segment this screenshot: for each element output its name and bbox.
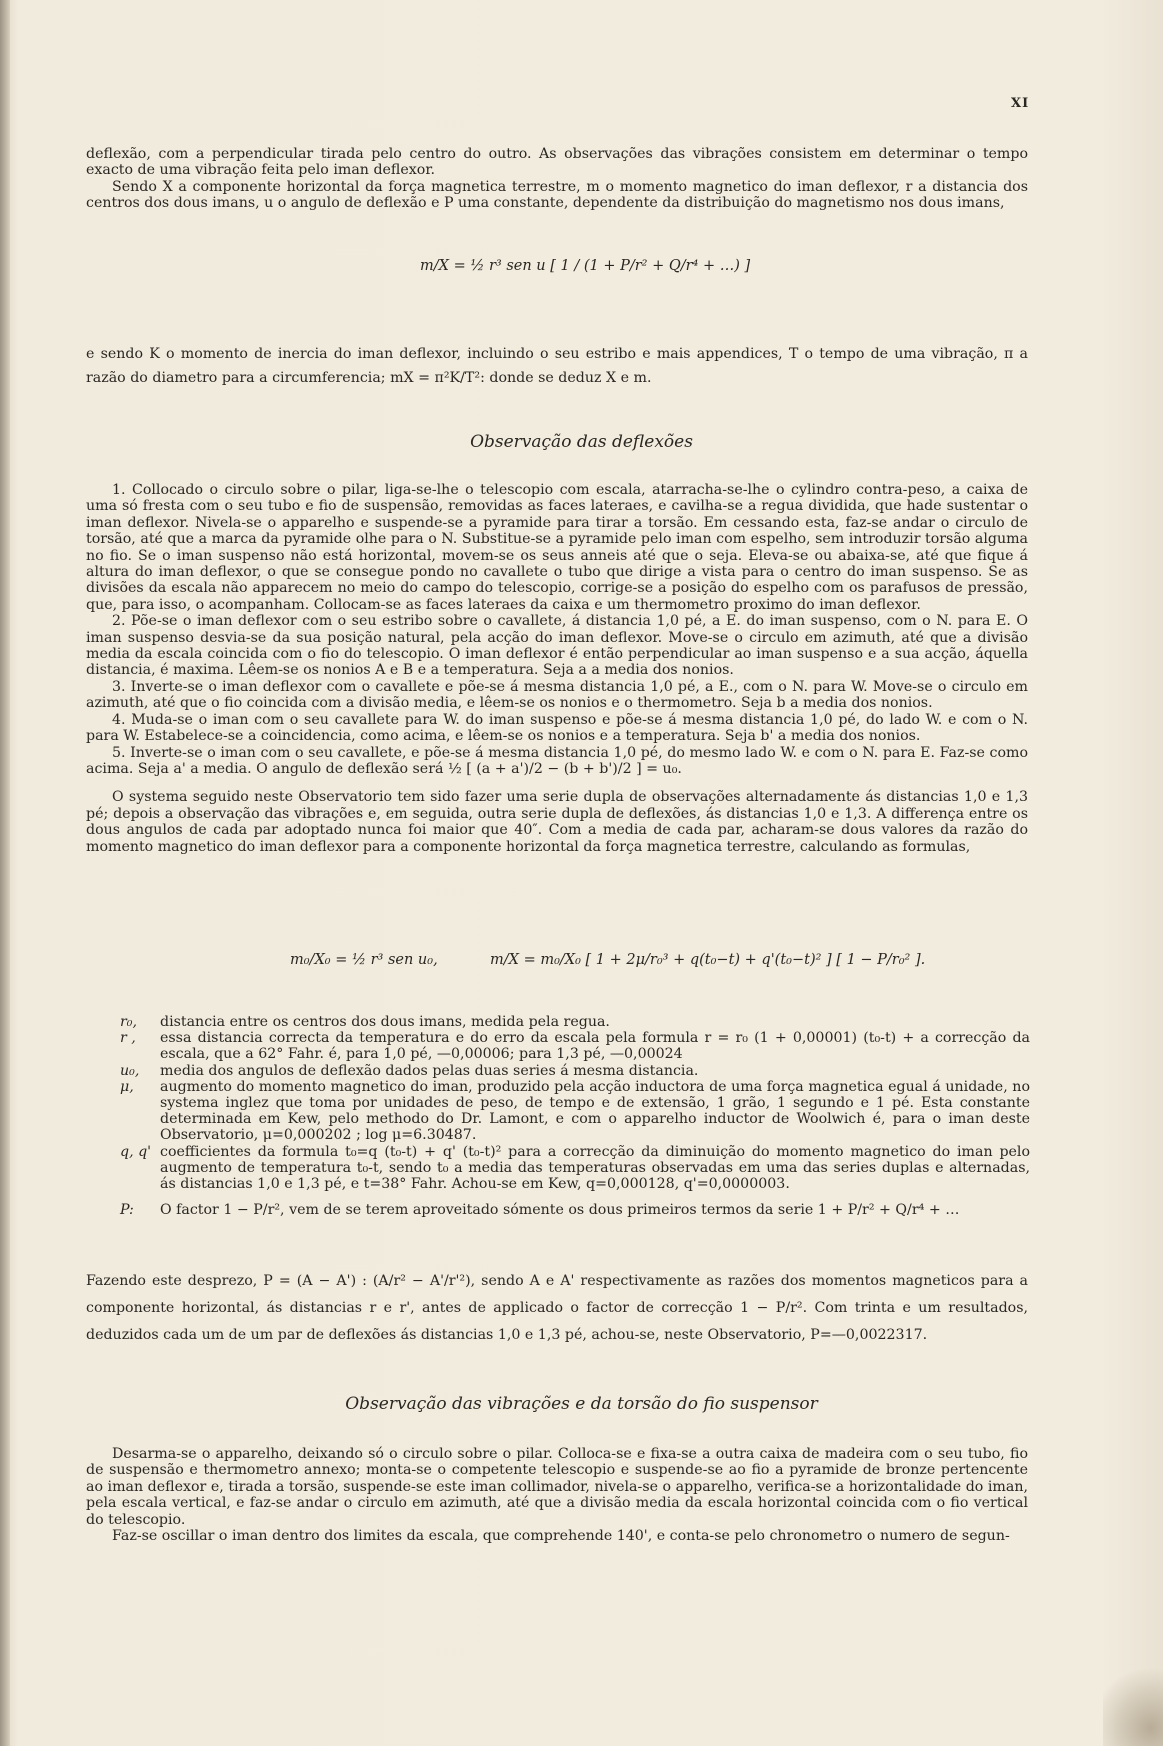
glossary-item: P: O factor 1 − P/r², vem de se terem aproveitado sómente os dous primeiros termos da serie 1 + P/r² + Q/r⁴ + …: [120, 1202, 960, 1219]
glossary-item: r₀, distancia entre os centros dos dous imans, medida pela regua.: [120, 1014, 610, 1030]
step-1: 1. Collocado o circulo sobre o pilar, liga-se-lhe o telescopio com escala, atarracha-se-lhe o cylindro contra-peso, a caixa de uma só fresta com o seu tubo e fio de suspensão, removidas as faces lateraes, e cavilha-se a regua dividida, que hade sustentar o iman deflexor. Nivela-se o apparelho e suspende-se a pyramide para tirar a torsão. Em cessando esta, faz-se andar o circulo de torsão, até que a marca da pyramide olhe para o N. Substitue-se a pyramide pelo iman com espelho, sem introduzir torsão alguma no fio. Se o iman suspenso não está horizontal, movem-se os seus anneis até que o seja. Eleva-se ou abaixa-se, até que fique á altura do iman deflexor, o que se consegue pondo no cavallete o tubo que dirige a vista para o centro do iman suspenso. Se as divisões da escala não apparecem no meio do campo do telescopio, corrige-se a posição do espelho com os parafusos de pressão, que, para isso, o acompanham. Collocam-se as faces lateraes da caixa e um thermometro proximo do iman deflexor.: [86, 482, 1028, 613]
glossary-list: [120, 1014, 1030, 1218]
step-5: 5. Inverte-se o iman com o seu cavallete, e põe-se á mesma distancia 1,0 pé, do mesmo lado W. e com o N. para E. Faz-se como acima. Seja a' a media. O angulo de deflexão será ½ [ (a + a')/2 − (b + b')/2 ] = u₀.: [86, 744, 1028, 777]
intro-block: [86, 146, 1028, 212]
formula-m-x: m/X = m₀/X₀ [ 1 + 2μ/r₀³ + q(t₀−t) + q'(t₀−t)² ] [ 1 − P/r₀² ].: [490, 952, 926, 968]
step-4: 4. Muda-se o iman com o seu cavallete para W. do iman suspenso e põe-se á mesma distancia 1,0 pé, do lado W. e com o N. para W. Estabelece-se a coincidencia, como acima, e lêem-se os nonios e a temperatura. Seja b' a media dos nonios.: [86, 711, 1028, 745]
section1-steps: [86, 482, 1028, 855]
glossary-item: μ, augmento do momento magnetico do iman, produzido pela acção inductora de uma força magnetica egual á unidade, no systema inglez que toma por unidades de peso, de tempo e de extensão, 1 grão, 1 segundo e 1 pé. Esta constante determinada em Kew, pelo methodo do Dr. Lamont, e com o apparelho inductor de Woolwich é, para o iman deste Observatorio, μ=0,000202 ; log μ=6.30487.: [120, 1078, 1030, 1144]
desprezo-block: [86, 1268, 1028, 1349]
step-3: 3. Inverte-se o iman deflexor com o cavallete e põe-se á mesma distancia 1,0 pé, a E., com o N. para W. Move-se o circulo em azimuth, até que o fio coincida com a divisão media, e lêem-se os nonios e o thermometro. Seja b a media dos nonios.: [86, 678, 1028, 712]
section2-paragraph-2: Faz-se oscillar o iman dentro dos limites da escala, que comprehende 140', e conta-se pelo chronometro o numero de segun-: [112, 1528, 1010, 1545]
intro-paragraph-2: Sendo X a componente horizontal da força magnetica terrestre, m o momento magnetico do iman deflexor, r a distancia dos centros dos dous imans, u o angulo de deflexão e P uma constante, dependente da distribuição do magnetismo nos dous imans,: [86, 178, 1028, 212]
intro-block-2: [86, 342, 1028, 390]
page-binding-edge: [0, 0, 10, 1746]
section-title-vibracoes: Observação das vibrações e da torsão do fio suspensor: [345, 1394, 818, 1414]
formula-ratio: m/X = ½ r³ sen u [ 1 / (1 + P/r² + Q/r⁴ + …) ]: [420, 258, 751, 274]
section2-block: [86, 1446, 1028, 1544]
glossary-item: r , essa distancia correcta da temperatura e do erro da escala pela formula r = r₀ (1 + 0,00001) (t₀-t) + a correcção da escala, que a 62° Fahr. é, para 1,0 pé, —0,00006; para 1,3 pé, —0,00024: [120, 1030, 1030, 1063]
glossary-item: q, q' coefficientes da formula t₀=q (t₀-t) + q' (t₀-t)² para a correcção da diminuição do momento magnetico do iman pelo augmento de temperatura t₀-t, sendo t₀ a media das temperaturas observadas em uma das series duplas e alternadas, ás distancias 1,0 e 1,3 pé, e t=38° Fahr. Achou-se em Kew, q=0,000128, q'=0,0000003.: [120, 1143, 1030, 1193]
section2-paragraph-1: Desarma-se o apparelho, deixando só o circulo sobre o pilar. Colloca-se e fixa-se a outra caixa de madeira com o seu tubo, fio de suspensão e thermometro annexo; monta-se o competente telescopio e suspende-se ao fio a pyramide de bronze pertencente ao iman deflexor e, tirada a torsão, suspende-se este iman collimador, nivela-se o apparelho, verifica-se a horizontalidade do iman, pela escala vertical, e faz-se andar o circulo em azimuth, até que a divisão media da escala horizontal coincida com o fio vertical do telescopio.: [86, 1446, 1028, 1528]
step-2: 2. Põe-se o iman deflexor com o seu estribo sobre o cavallete, á distancia 1,0 pé, a E. do iman suspenso, com o N. para E. O iman suspenso desvia-se da sua posição natural, pela acção do iman deflexor. Move-se o circulo em azimuth, até que a divisão media da escala coincida com o fio do telescopio. O iman deflexor é então perpendicular ao iman suspenso e a sua acção, áquella distancia, é maxima. Lêem-se os nonios A e B e a temperatura. Seja a a media dos nonios.: [86, 613, 1028, 679]
desprezo-paragraph: Fazendo este desprezo, P = (A − A') : (A/r² − A'/r'²), sendo A e A' respectivamente as razões dos momentos magneticos para a componente horizontal, ás distancias r e r', antes de applicado o factor de correcção 1 − P/r². Com trinta e um resultados, deduzidos cada um de um par de deflexões ás distancias 1,0 e 1,3 pé, achou-se, neste Observatorio, P=—0,0022317.: [86, 1273, 1028, 1343]
intro-paragraph-1: deflexão, com a perpendicular tirada pelo centro do outro. As observações das vibrações consistem em determinar o tempo exacto de uma vibração feita pelo iman deflexor.: [86, 146, 1028, 179]
section-title-deflexoes: Observação das deflexões: [470, 432, 693, 452]
glossary-item: u₀, media dos angulos de deflexão dados pelas duas series á mesma distancia.: [120, 1062, 699, 1079]
formula-m0-x0: m₀/X₀ = ½ r³ sen u₀,: [290, 952, 438, 968]
intro-paragraph-3: e sendo K o momento de inercia do iman deflexor, incluindo o seu estribo e mais appendices, T o tempo de uma vibração, π a razão do diametro para a circumferencia; mX = π²K/T²: donde se deduz X e m.: [86, 346, 1028, 386]
method-paragraph: O systema seguido neste Observatorio tem sido fazer uma serie dupla de observações alternadamente ás distancias 1,0 e 1,3 pé; depois a observação das vibrações e, em seguida, outra serie dupla de deflexões, ás distancias 1,0 e 1,3. A differença entre os dous angulos de cada par adoptado nunca foi maior que 40″. Com a media de cada par, acharam-se dous valores da razão do momento magnetico do iman deflexor para a componente horizontal da força magnetica terrestre, calculando as formulas,: [86, 789, 1028, 855]
page-number: XI: [1011, 96, 1030, 111]
page-corner-stain: [1103, 1656, 1163, 1746]
